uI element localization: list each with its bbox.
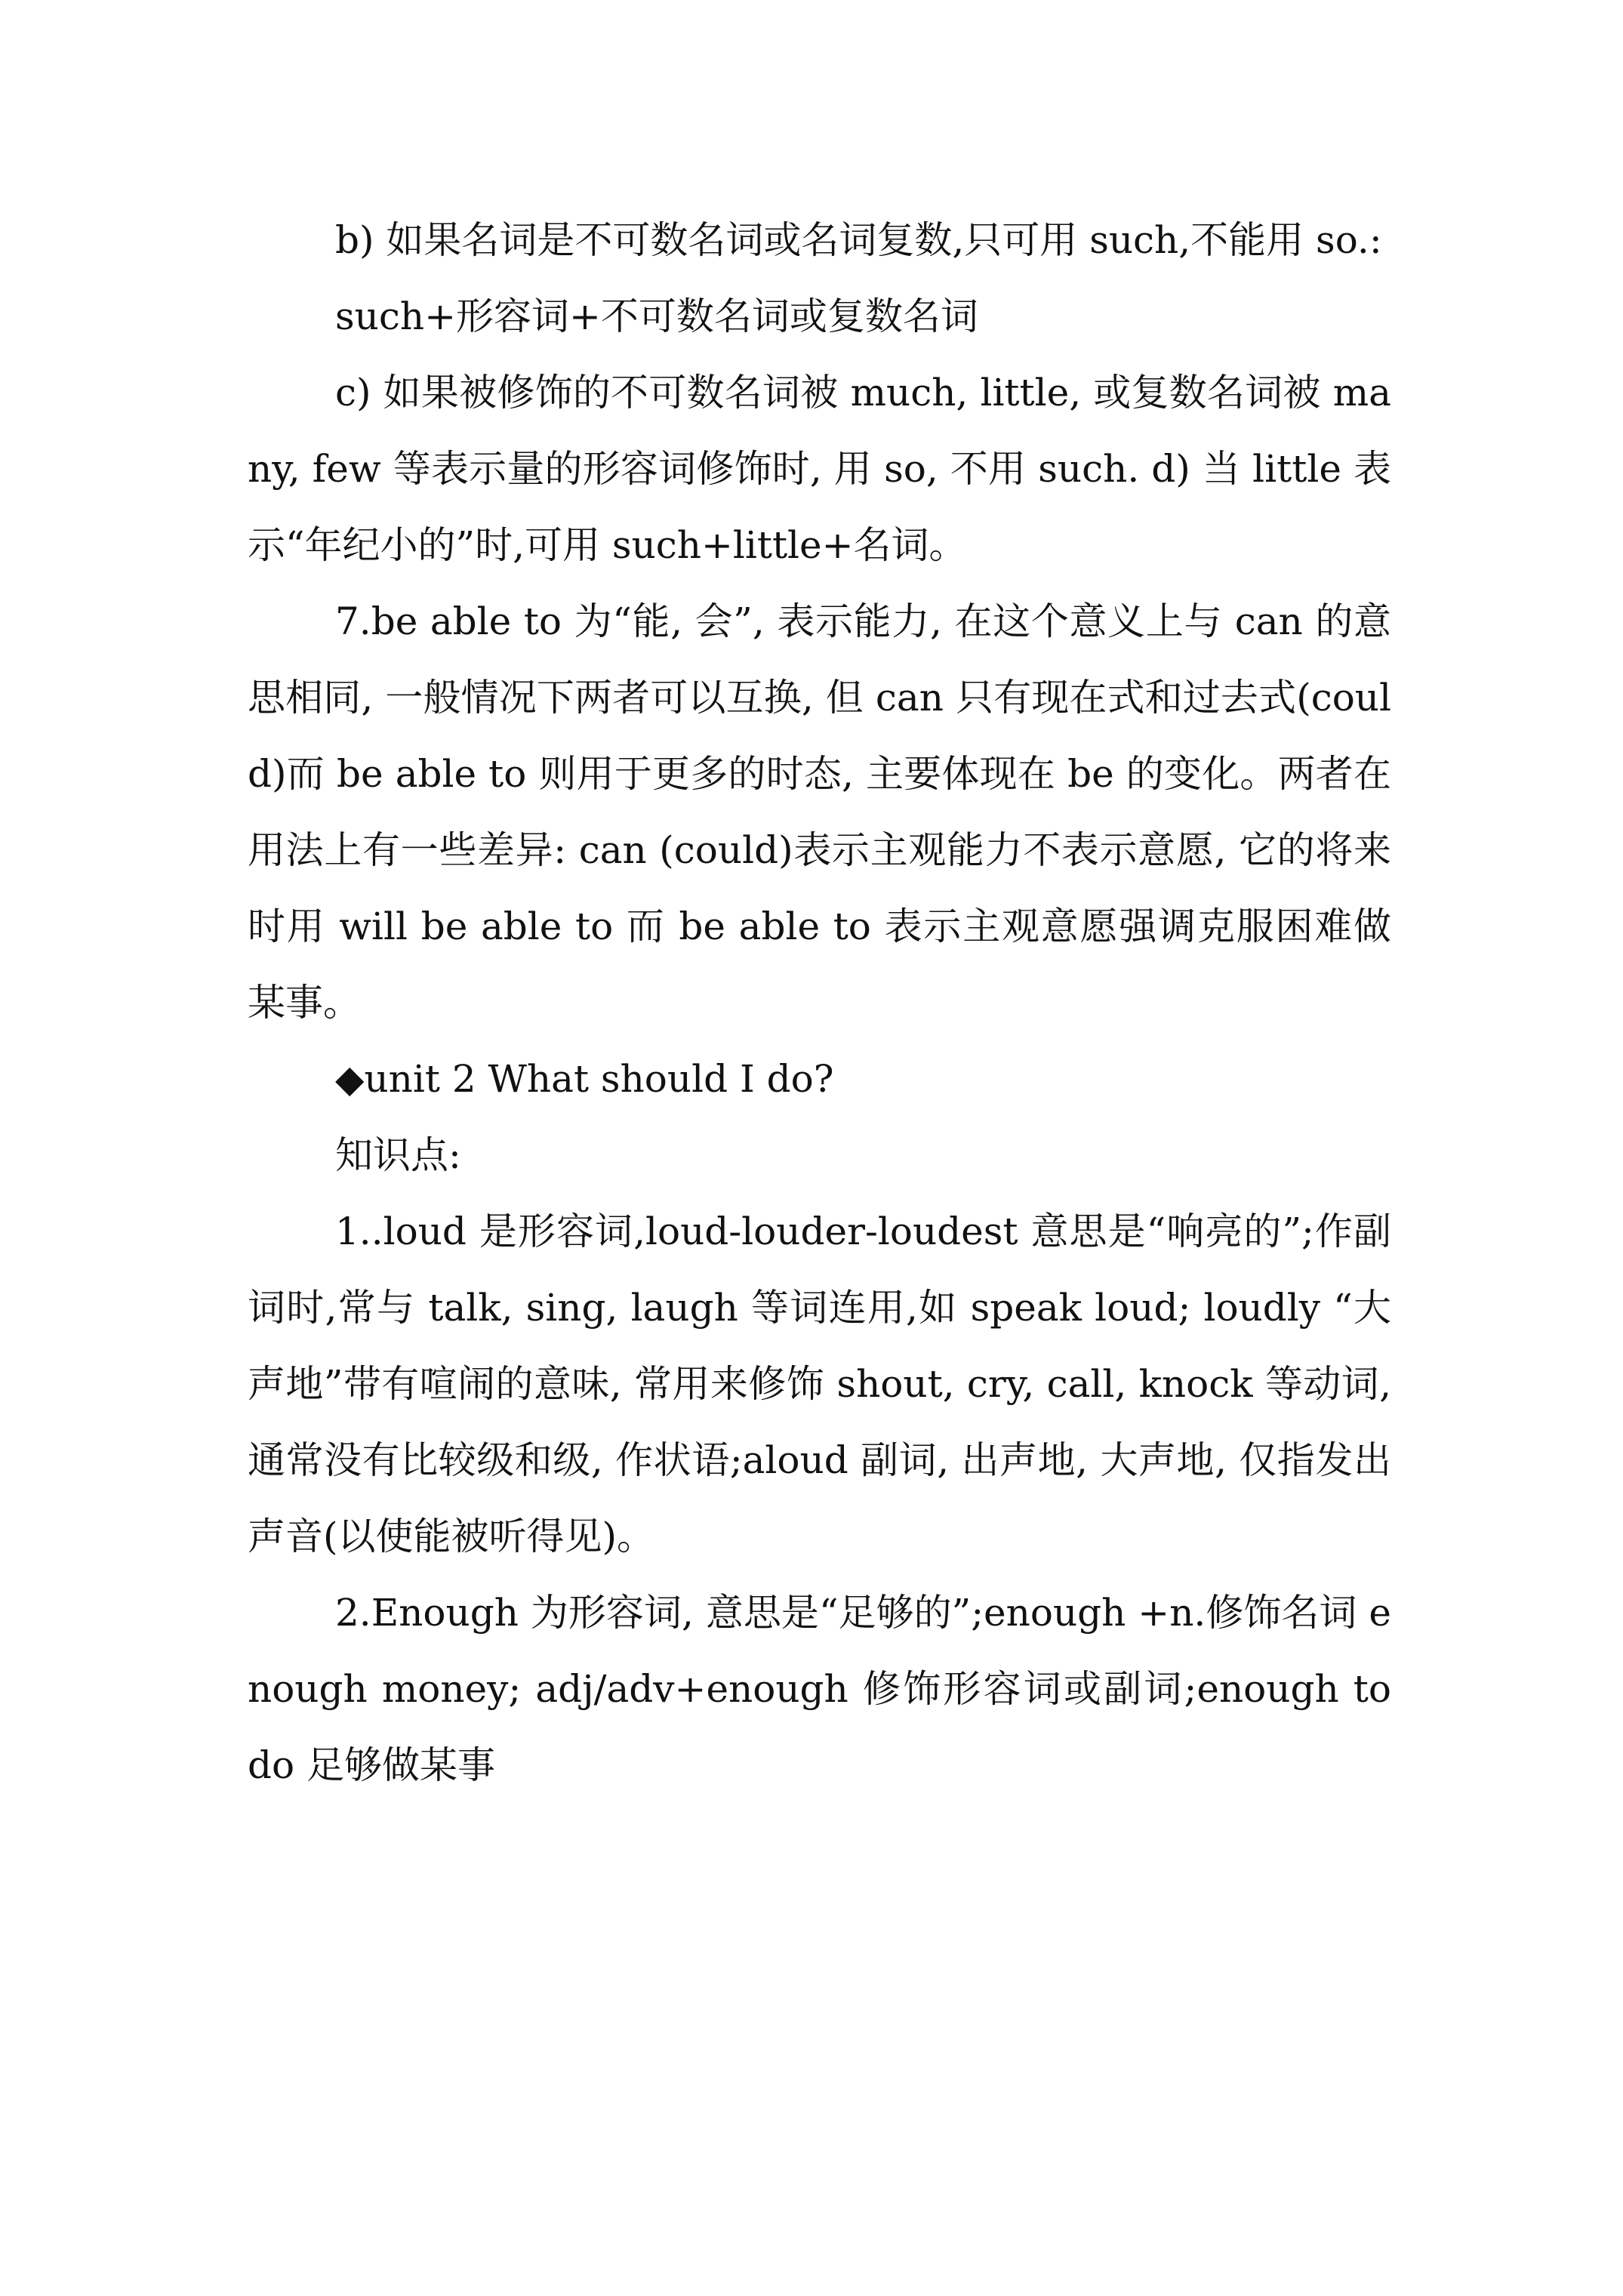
- paragraph-such-formula: such+形容词+不可数名词或复数名词: [335, 294, 978, 338]
- section-heading-unit-2: ◆unit 2 What should I do?: [335, 1057, 834, 1101]
- document-body: [248, 202, 1391, 1804]
- paragraph-7-be-able-to: 7.be able to 为“能, 会”, 表示能力, 在这个意义上与 can 的意思相同, 一般情况下两者可以互换, 但 can 只有现在式和过去式(could)而 be able to 则用于更多的时态, 主要体现在 be 的变化。两者在用法上有一些差异: can (could)表示主观能力不表示意愿, 它的将来时用 will be able to 而 be able to 表示主观意愿强调克服困难做某事。: [248, 599, 1391, 1025]
- paragraph-1-loud: 1..loud 是形容词,loud-louder-loudest 意思是“响亮的”;作副词时,常与 talk, sing, laugh 等词连用,如 speak loud; loudly “大声地”带有喧闹的意味, 常用来修饰 shout, cry, call, knock 等动词, 通常没有比较级和级, 作状语;aloud 副词, 出声地, 大声地, 仅指发出声音(以使能被听得见)。: [248, 1210, 1391, 1558]
- paragraph-b-such-uncountable: b) 如果名词是不可数名词或名词复数,只可用 such,不能用 so.:: [335, 218, 1382, 262]
- paragraph-c-d-so-such: c) 如果被修饰的不可数名词被 much, little, 或复数名词被 many, few 等表示量的形容词修饰时, 用 so, 不用 such. d) 当 little 表示“年纪小的”时,可用 such+little+名词。: [248, 371, 1391, 567]
- paragraph-2-enough: 2.Enough 为形容词, 意思是“足够的”;enough +n.修饰名词 enough money; adj/adv+enough 修饰形容词或副词;enough to do 足够做某事: [248, 1591, 1391, 1787]
- knowledge-points-label: 知识点:: [335, 1133, 461, 1177]
